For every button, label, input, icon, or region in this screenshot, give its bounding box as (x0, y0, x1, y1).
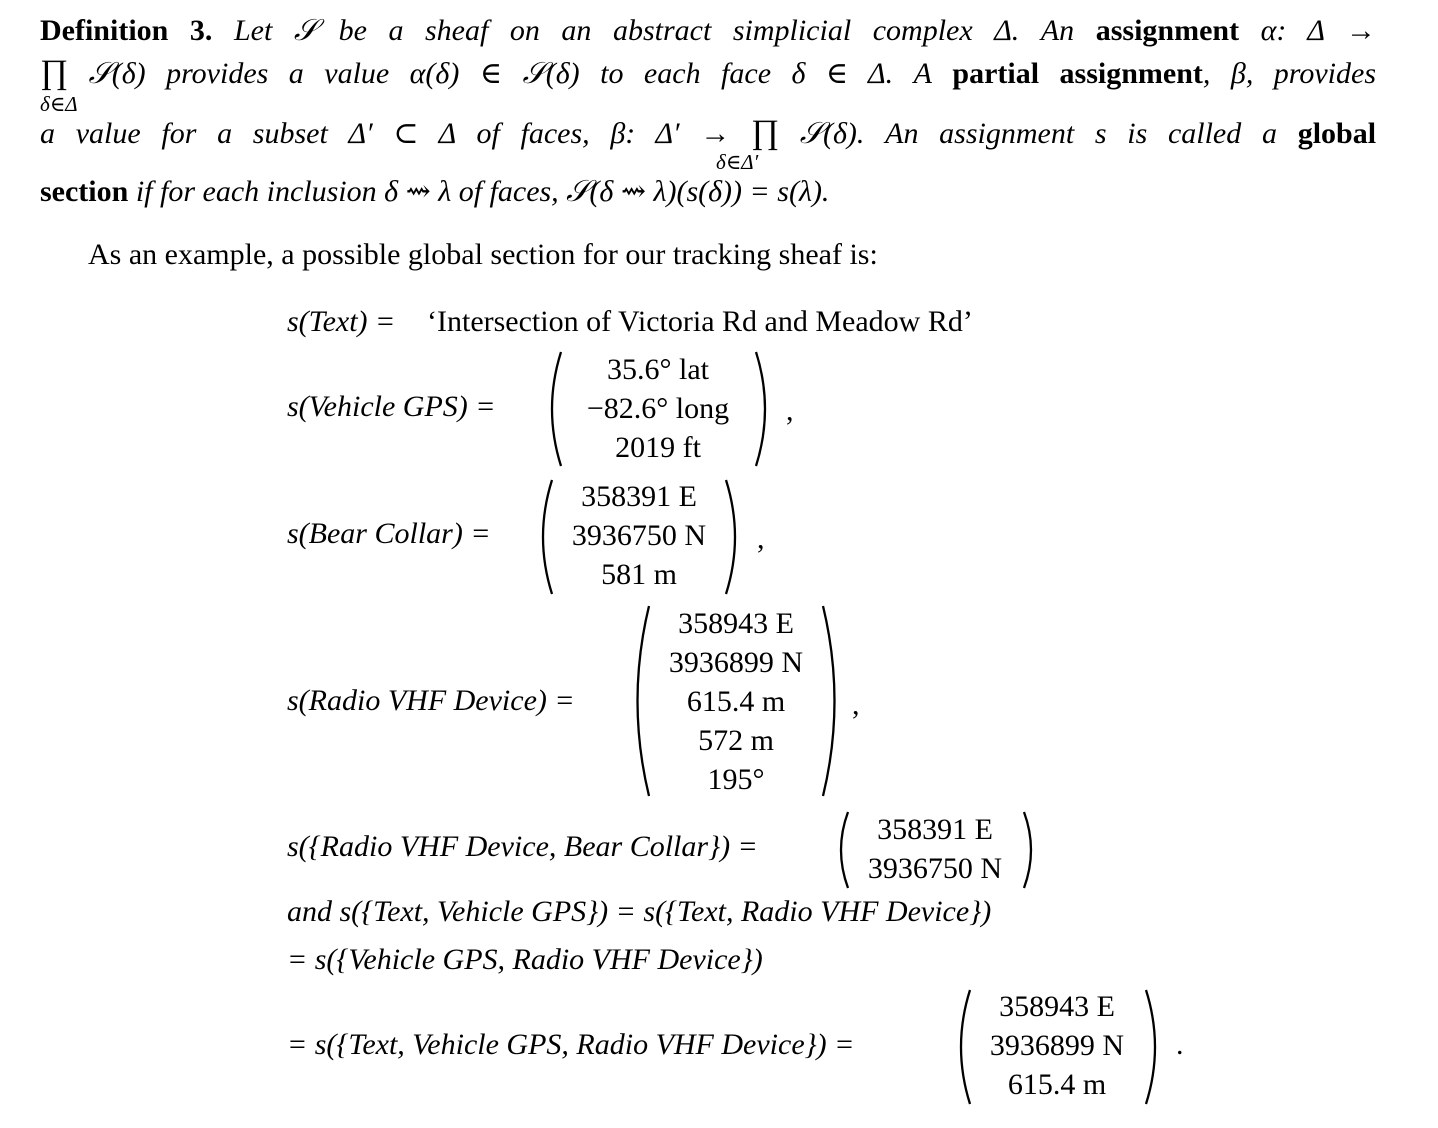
right-paren-bear (722, 480, 742, 594)
vector-pair (854, 810, 1016, 888)
vector-entry: 615.4 m (1007, 1068, 1107, 1101)
vector-entry: 358391 E (581, 480, 697, 513)
definition-line-3 (40, 114, 1376, 152)
vector-entry: 358943 E (999, 990, 1115, 1023)
definition-text: α: Δ → (1260, 14, 1376, 47)
left-paren-vehicle (545, 352, 565, 466)
vector-entry: 358943 E (678, 607, 794, 640)
definition-text: 𝒮(δ) provides a value α(δ) ∈ 𝒮(δ) to each face δ ∈ Δ. A (88, 57, 932, 90)
vector-triple (976, 987, 1138, 1104)
eq-text-rhs: ‘Intersection of Victoria Rd and Meadow Rd’ (427, 305, 973, 338)
product-subscript: δ∈Δ (40, 92, 78, 116)
comma: , (786, 394, 794, 427)
product-symbol: ∏ (40, 54, 68, 91)
definition-heading: Definition 3. (40, 14, 213, 47)
vector-entry: 581 m (601, 558, 677, 591)
vector-entry: 2019 ft (615, 431, 701, 464)
eq-triple-lhs: = s({Text, Vehicle GPS, Radio VHF Device}) = (287, 1028, 855, 1061)
vector-entry: 358391 E (877, 813, 993, 846)
term-assignment: assignment (1095, 14, 1240, 47)
eq-vehicle-lhs: s(Vehicle GPS) = (287, 390, 496, 423)
right-paren-triple (1142, 990, 1162, 1104)
product-subscript: δ∈Δ′ (716, 150, 759, 174)
right-paren-vehicle (752, 352, 772, 466)
vector-entry: 615.4 m (686, 685, 786, 718)
vector-entry: −82.6° long (586, 392, 730, 425)
eq-radio-lhs: s(Radio VHF Device) = (287, 684, 575, 717)
vector-entry: 3936899 N (989, 1029, 1125, 1062)
eq-bear-lhs: s(Bear Collar) = (287, 517, 491, 550)
vector-entry: 35.6° lat (607, 353, 709, 386)
left-paren-triple (954, 990, 974, 1104)
example-intro: As an example, a possible global section for our tracking sheaf is: (88, 238, 878, 271)
definition-text: , β, provides (1202, 57, 1376, 90)
vector-entry: 3936750 N (867, 852, 1003, 885)
left-paren-pair (834, 812, 852, 888)
eq-text-lhs: s(Text) = (287, 305, 396, 338)
eq-pair-lhs: s({Radio VHF Device, Bear Collar}) = (287, 830, 758, 863)
vector-entry: 195° (707, 763, 765, 796)
comma: , (757, 522, 765, 555)
period: . (1176, 1028, 1184, 1061)
vector-entry: 572 m (698, 724, 774, 757)
vector-entry: 3936899 N (668, 646, 804, 679)
eq-equals-line: = s({Vehicle GPS, Radio VHF Device}) (287, 943, 763, 976)
term-global: global (1297, 117, 1377, 150)
left-paren-bear (536, 480, 556, 594)
term-section: section (40, 175, 129, 208)
vector-entry: 3936750 N (571, 519, 707, 552)
definition-line-4 (40, 174, 829, 209)
eq-and-line (287, 895, 991, 929)
right-paren-radio (820, 606, 842, 796)
right-paren-pair (1020, 812, 1038, 888)
definition-text: a value for a subset Δ′ ⊂ Δ of faces, β: Δ′ → (40, 117, 731, 150)
definition-text: Let 𝒮 be a sheaf on an abstract simplicial complex Δ. An (233, 14, 1075, 47)
vector-vehicle (566, 350, 750, 467)
vector-radio (654, 604, 818, 799)
definition-text: if for each inclusion δ ⇝ λ of faces, 𝒮(δ ⇝ λ)(s(δ)) = s(λ). (135, 175, 830, 208)
comma: , (852, 688, 860, 721)
definition-line-2 (40, 54, 1376, 92)
definition-line-1 (40, 14, 1376, 48)
vector-bear (556, 477, 722, 594)
term-partial-assignment: partial assignment (952, 57, 1203, 90)
left-paren-radio (630, 606, 652, 796)
definition-text: 𝒮(δ). An assignment s is called a (799, 117, 1277, 150)
and-line-text: and s({Text, Vehicle GPS}) = s({Text, Radio VHF Device}) (287, 895, 992, 928)
product-symbol: ∏ (751, 114, 780, 151)
